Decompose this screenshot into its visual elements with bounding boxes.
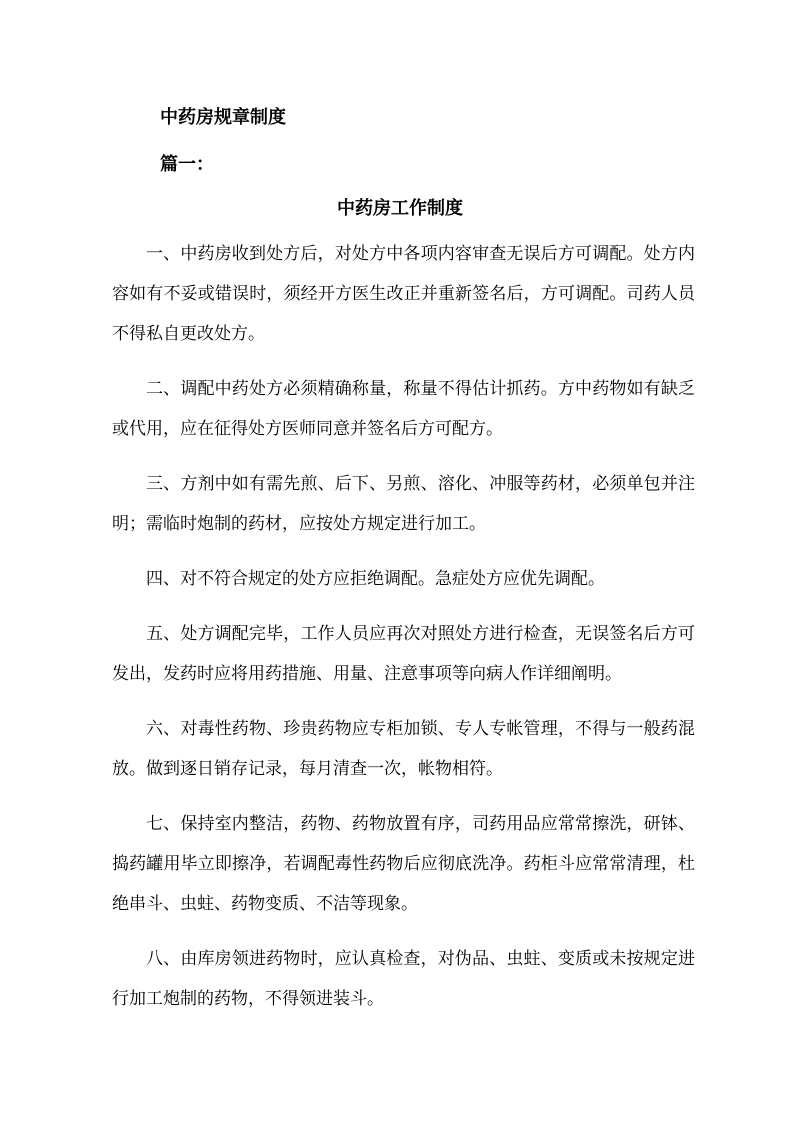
document-title: 中药房规章制度 xyxy=(160,107,286,128)
section-title: 中药房工作制度 xyxy=(337,198,463,219)
paragraph-5: 五、处方调配完毕，工作人员应再次对照处方进行检查，无误签名后方可发出，发药时应将用药措施、用量、注意事项等向病人作详细阐明。 xyxy=(112,624,695,684)
paragraph-1: 一、中药房收到处方后，对处方中各项内容审查无误后方可调配。处方内容如有不妥或错误时，须经开方医生改正并重新签名后，方可调配。司药人员不得私自更改处方。 xyxy=(112,244,695,344)
document-body xyxy=(112,234,695,1034)
paragraph-3: 三、方剂中如有需先煎、后下、另煎、溶化、冲服等药材，必须单包并注明；需临时炮制的药材，应按处方规定进行加工。 xyxy=(112,474,695,534)
paragraph-7: 七、保持室内整洁，药物、药物放置有序，司药用品应常常擦洗，研钵、捣药罐用毕立即擦净，若调配毒性药物后应彻底洗净。药柜斗应常常清理，杜绝串斗、虫蛀、药物变质、不洁等现象。 xyxy=(112,814,695,914)
paragraph-4: 四、对不符合规定的处方应拒绝调配。急症处方应优先调配。 xyxy=(146,569,605,589)
paragraph-2: 二、调配中药处方必须精确称量，称量不得估计抓药。方中药物如有缺乏或代用，应在征得处方医师同意并签名后方可配方。 xyxy=(112,379,695,439)
part-label: 篇一： xyxy=(160,154,214,175)
paragraph-8: 八、由库房领进药物时，应认真检查，对伪品、虫蛀、变质或未按规定进行加工炮制的药物，不得领进装斗。 xyxy=(112,949,695,1009)
paragraph-6: 六、对毒性药物、珍贵药物应专柜加锁、专人专帐管理，不得与一般药混放。做到逐日销存记录，每月清查一次，帐物相符。 xyxy=(112,719,695,779)
